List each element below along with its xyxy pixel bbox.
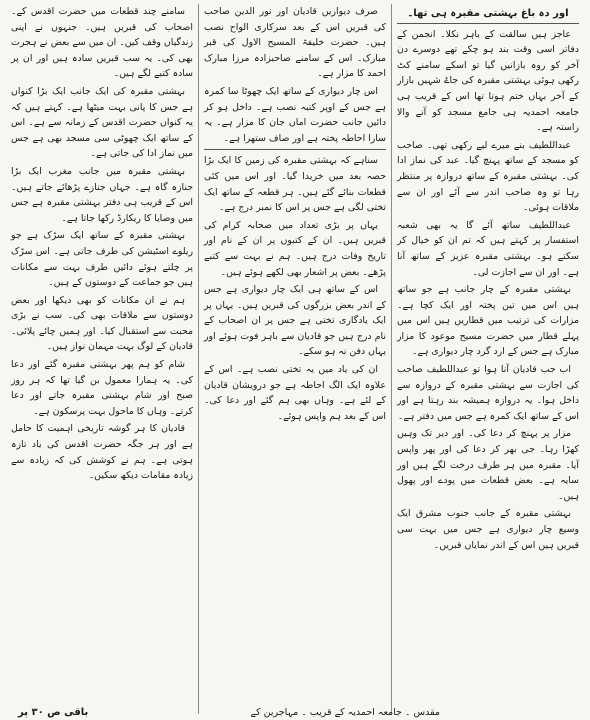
paragraph: ہم نے ان مکانات کو بھی دیکھا اور بعض دوستوں سے ملاقات بھی کی۔ سب نے بڑی محبت سے استقبال کیا۔ اور ہمیں چائے پلائی۔ قادیان کے لوگ بہت مہمان نواز ہیں۔ [11, 294, 193, 353]
paragraph: اس چار دیواری کے ساتھ ایک چھوٹا سا کمرہ ہے جس کے اوپر کتبہ نصب ہے۔ داخل ہو کر دائیں جانب حضرت اماں جان کا مزار ہے۔ یہ سارا احاطہ پختہ ہے اور صاف ستھرا ہے۔ [204, 85, 386, 144]
paragraph: یہاں پر بڑی تعداد میں صحابہ کرام کی قبریں ہیں۔ ان کے کتبوں پر ان کے نام اور تاریخ وفات درج ہیں۔ ہم نے بہت سے کتبے پڑھے۔ بعض پر اشعار بھی لکھے ہوئے ہیں۔ [204, 219, 386, 278]
column-middle [199, 4, 392, 714]
paragraph: مزار پر پہنچ کر دعا کی۔ اور دیر تک وہیں کھڑا رہا۔ جی بھر کر دعا کی اور پھر واپس آیا۔ مقبرہ میں ہر طرف درخت لگے ہیں اور سایہ ہے۔ بعض قطعات میں پودے اور پھول ہیں۔ [397, 428, 579, 502]
column-left [6, 4, 199, 714]
paragraph: عبداللطیف ساتھ آئے گا یہ بھی شعبہ استفسار پر کہتے ہیں کہ تم ان کو خیال کر سکتے ہو۔ بہشتی مقبرہ عزیز کے ساتھ آنا ہے۔ اور ان سے اجازت لی۔ [397, 219, 579, 278]
paragraph: اس کے ساتھ ہی ایک چار دیواری ہے جس کے اندر بعض بزرگوں کی قبریں ہیں۔ یہاں پر ایک یادگاری تختی ہے جس پر ان اصحاب کے نام درج ہیں جو قادیان سے باہر فوت ہوئے اور یہاں دفن نہ ہو سکے۔ [204, 284, 386, 358]
paragraph: بہشتی مقبرہ کے جانب جنوب مشرق ایک وسیع چار دیواری ہے جس میں بہت سی قبریں ہیں اس کے اندر نمایاں قبریں۔ [397, 508, 579, 551]
paragraph: شام کو ہم پھر بہشتی مقبرہ گئے اور دعا کی۔ یہ ہمارا معمول بن گیا تھا کہ ہر روز صبح اور شام بہشتی مقبرہ جاتے اور دعا کرتے۔ وہاں کا ماحول بہت پرسکون ہے۔ [11, 359, 193, 417]
paragraph: بہشتی مقبرہ کی ایک جانب ایک بڑا کنواں ہے جس کا پانی بہت میٹھا ہے۔ کہتے ہیں کہ یہ کنواں حضرت اقدس کے زمانہ سے ہے۔ اس کے ساتھ ایک چھوٹی سی مسجد بھی ہے جس میں نماز ادا کی جاتی ہے۔ [11, 85, 193, 160]
column-footer-note: مقدس ۔ جامعہ احمدیہ کے قریب ۔ مہاجرین کے [250, 707, 440, 718]
paragraph: ان کی یاد میں یہ تختی نصب ہے۔ اس کے علاوہ ایک الگ احاطہ ہے جو درویشان قادیان کے لئے ہے۔ وہاں بھی ہم گئے اور دعا کی۔ اس کے بعد ہم واپس ہوئے۔ [204, 364, 386, 422]
section-heading: اور دہ باغ بہشتی مقبرہ ہی تھا۔ [397, 6, 579, 24]
article-columns [6, 4, 584, 714]
paragraph: صرف دیواریں قادیان اور نور الدین صاحب کی قبریں اس کے بعد سرکاری الواح نصب ہیں۔ حضرت خلیفۃ المسیح الاول کی قبر مبارک۔ اس کے سامنے صاحبزادہ مرزا مبارک احمد کا مزار ہے۔ [204, 6, 386, 80]
paragraph: سامنے چند قطعات میں حضرت اقدس کے۔ اصحاب کی قبریں ہیں۔ جنہوں نے اپنی زندگیاں وقف کیں۔ ان میں سے بعض نے ہجرت بھی کی۔ یہ سب قبریں سادہ ہیں اور ان پر سادہ کتبے لگے ہیں۔ [11, 6, 193, 80]
paragraph: سناہے کہ بہشتی مقبرہ کی زمین کا ایک بڑا حصہ بعد میں خریدا گیا۔ اور اس میں کئی قطعات بنائے گئے ہیں۔ ہر قطعہ کے ساتھ ایک تختی لگی ہے جس پر اس کا نمبر درج ہے۔ [204, 155, 386, 214]
paragraph: عاجز ہیں سالقت کے باہر نکلا۔ انجمن کے دفاتر اسی وقت بند ہو چکے تھے دوسرے دن آخر کو روہ بازانیں گیا تو اسکے سامنے کٹ رکھی ہوئی بہشتی مقبرہ کی جاۓ شہیں بازار کے آخر بہاں ختم ہوتا تھا اس کے قریب ہی جامعہ احمدیہ ہی جامع مسجد کو آنے والا راستہ ہے۔ [397, 28, 579, 134]
paragraph: عبداللطیف بنے میرے لیے رکھی تھی۔ صاحب کو مسجد کے ساتھ پہنچ گیا۔ عبد کی نماز ادا کی۔ بہشتی مقبرہ کے ساتھ دروازہ پر منتظر رہا تو وہ صاحب اندر سے آئے اور ان سے ملاقات ہوئی۔ [397, 139, 579, 214]
paragraph: قادیان کا ہر گوشہ تاریخی اہمیت کا حامل ہے اور ہر جگہ حضرت اقدس کی یاد تازہ ہوتی ہے۔ ہم نے کوشش کی کہ زیادہ سے زیادہ مقامات دیکھ سکیں۔ [11, 423, 193, 482]
paragraph: بہشتی مقبرہ میں جانب مغرب ایک بڑا جنازہ گاہ ہے۔ جہاں جنازے پڑھائے جاتے ہیں۔ اس کے قریب ہی دفتر بہشتی مقبرہ ہے جس میں وصایا کا ریکارڈ رکھا جاتا ہے۔ [11, 165, 193, 224]
paragraph: بہشتی مقبرہ کے ساتھ ایک سڑک ہے جو ریلوے اسٹیشن کی طرف جاتی ہے۔ اس سڑک پر چلتے ہوئے دائیں طرف بہت سے مکانات ہیں جو جماعت کے دوستوں کے ہیں۔ [11, 230, 193, 289]
divider [204, 149, 386, 150]
paragraph: اب جب قادیان آنا ہوا تو عبداللطیف صاحب کی اجازت سے بہشتی مقبرہ کے دروازہ سے داخل ہوا۔ یہ دروازہ ہمیشہ بند رہتا ہے اور اس کے ساتھ ایک کمرہ ہے جس میں دفتر ہے۔ [397, 364, 579, 422]
column-right [392, 4, 584, 714]
paragraph: بہشتی مقبرہ کے چار جانب ہے جو ساتھ ہیں اس میں تین پختہ اور ایک کچا ہے۔ مزارات کی ترتیب میں قطاریں ہیں اس میں پہلے قطار میں حضرت مسیح موعود کا مزار مبارک ہے جس کے ارد گرد چار دیواری ہے۔ [397, 284, 579, 358]
continued-on-page: باقی ص ۳۰ پر [18, 707, 89, 718]
